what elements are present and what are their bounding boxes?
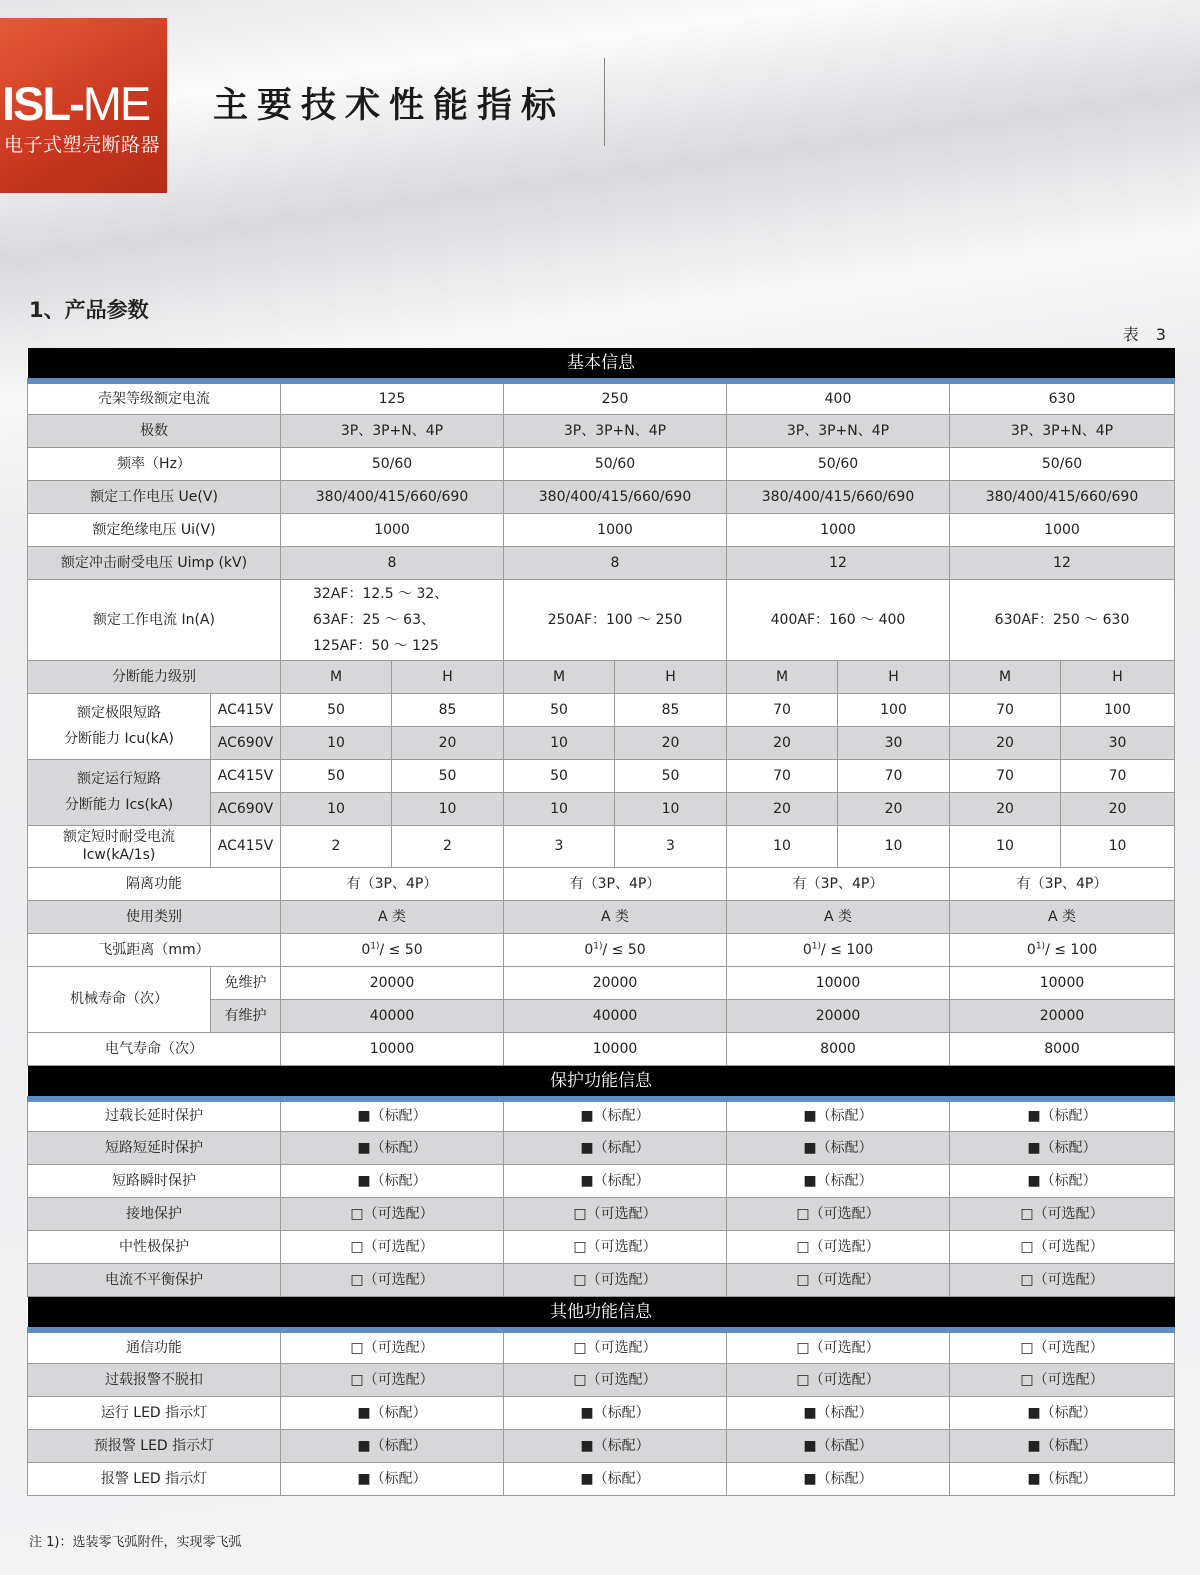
row-label: 额定工作电压 Ue(V) <box>28 480 281 513</box>
row-label: 使用类别 <box>28 900 281 933</box>
table-cell: H <box>615 660 727 693</box>
row-label: 短路短延时保护 <box>28 1132 281 1165</box>
feature-value: ■（标配） <box>950 1429 1175 1462</box>
table-cell: 380/400/415/660/690 <box>950 480 1175 513</box>
table-cell: 20000 <box>504 966 727 999</box>
feature-value: ■（标配） <box>281 1462 504 1495</box>
table-row <box>28 1198 1175 1231</box>
table-cell: 8 <box>281 546 504 579</box>
row-label: 电气寿命（次） <box>28 1032 281 1065</box>
table-row <box>28 513 1175 546</box>
row-label: 壳架等级额定电流 <box>28 381 281 414</box>
table-cell: 20 <box>950 726 1061 759</box>
table-cell: 70 <box>950 693 1061 726</box>
table-cell: 1000 <box>281 513 504 546</box>
feature-value: ■（标配） <box>504 1165 727 1198</box>
row-label: 频率（Hz） <box>28 447 281 480</box>
table-cell: 有（3P、4P） <box>504 867 727 900</box>
table-cell: 10 <box>615 792 727 825</box>
row-label <box>28 759 211 825</box>
table-cell: 10 <box>950 825 1061 867</box>
row-label: 极数 <box>28 414 281 447</box>
feature-value: ■（标配） <box>504 1132 727 1165</box>
feature-value: □（可选配） <box>950 1363 1175 1396</box>
table-cell: 10 <box>1061 825 1175 867</box>
feature-value: □（可选配） <box>504 1198 727 1231</box>
table-cell: A 类 <box>950 900 1175 933</box>
table-cell: 8000 <box>950 1032 1175 1065</box>
table-cell: 400 <box>727 381 950 414</box>
table-cell: 20000 <box>727 999 950 1032</box>
table-cell: 10 <box>392 792 504 825</box>
feature-value: □（可选配） <box>281 1264 504 1297</box>
sub-label: 有维护 <box>211 999 281 1032</box>
row-label: 额定绝缘电压 Ui(V) <box>28 513 281 546</box>
table-cell: 50 <box>504 693 615 726</box>
table-cell: 10 <box>504 792 615 825</box>
row-label: 报警 LED 指示灯 <box>28 1462 281 1495</box>
row-label: 机械寿命（次） <box>28 966 211 1032</box>
table-cell: 20000 <box>281 966 504 999</box>
table-cell: 85 <box>392 693 504 726</box>
row-label: 电流不平衡保护 <box>28 1264 281 1297</box>
table-cell: 40000 <box>504 999 727 1032</box>
feature-value: ■（标配） <box>504 1396 727 1429</box>
table-row <box>28 966 1175 999</box>
table-row <box>28 1330 1175 1363</box>
table-cell: 30 <box>1061 726 1175 759</box>
feature-value: ■（标配） <box>727 1165 950 1198</box>
table-cell: 400AF：160 ～ 400 <box>727 579 950 660</box>
table-cell <box>950 933 1175 966</box>
feature-value: ■（标配） <box>727 1429 950 1462</box>
table-cell: 630AF：250 ～ 630 <box>950 579 1175 660</box>
table-cell: 3 <box>615 825 727 867</box>
footnote-ref: 1) <box>1035 940 1046 951</box>
table-cell: 50/60 <box>281 447 504 480</box>
arc-zero: 0 <box>584 941 594 958</box>
feature-value: ■（标配） <box>281 1099 504 1132</box>
table-cell: 8 <box>504 546 727 579</box>
feature-value: ■（标配） <box>950 1396 1175 1429</box>
feature-value: □（可选配） <box>281 1330 504 1363</box>
table-cell: 3P、3P+N、4P <box>727 414 950 447</box>
footnote-ref: 1) <box>593 940 603 951</box>
table-row <box>28 414 1175 447</box>
row-label: 飞弧距离（mm） <box>28 933 281 966</box>
feature-value: ■（标配） <box>727 1099 950 1132</box>
table-cell: 20000 <box>950 999 1175 1032</box>
table-cell: H <box>838 660 950 693</box>
table-cell: 50 <box>281 759 392 792</box>
label-line: 分断能力 Icu(kA) <box>64 731 174 747</box>
table-cell: 50 <box>392 759 504 792</box>
feature-value: □（可选配） <box>950 1231 1175 1264</box>
table-cell: 8000 <box>727 1032 950 1065</box>
brand-name: ISL-ME <box>2 77 150 130</box>
feature-value: □（可选配） <box>727 1330 950 1363</box>
feature-value: □（可选配） <box>281 1363 504 1396</box>
table-cell: 100 <box>838 693 950 726</box>
table-cell: H <box>1061 660 1175 693</box>
voltage-label: AC415V <box>211 759 281 792</box>
voltage-label: AC690V <box>211 792 281 825</box>
table-cell: 12 <box>727 546 950 579</box>
row-label: 通信功能 <box>28 1330 281 1363</box>
table-cell: A 类 <box>281 900 504 933</box>
table-cell <box>281 579 504 660</box>
label-line: 额定短时耐受电流 <box>63 829 175 845</box>
table-cell: 10000 <box>950 966 1175 999</box>
table-row <box>28 1264 1175 1297</box>
table-cell: 70 <box>727 693 838 726</box>
table-section-header <box>28 1297 1175 1331</box>
table-row <box>28 1099 1175 1132</box>
table-cell: 250 <box>504 381 727 414</box>
arc-value: / ≤ 50 <box>379 941 423 958</box>
table-cell: 20 <box>727 726 838 759</box>
feature-value: □（可选配） <box>504 1363 727 1396</box>
table-cell: 有（3P、4P） <box>727 867 950 900</box>
table-cell: 1000 <box>727 513 950 546</box>
label-line: 分断能力 Ics(kA) <box>64 797 174 813</box>
table-cell: 20 <box>392 726 504 759</box>
table-cell: 50 <box>615 759 727 792</box>
arc-value: / ≤ 100 <box>821 941 874 958</box>
arc-zero: 0 <box>361 941 371 958</box>
table-row <box>28 480 1175 513</box>
table-cell: A 类 <box>727 900 950 933</box>
row-label: 短路瞬时保护 <box>28 1165 281 1198</box>
table-row <box>28 900 1175 933</box>
table-section-header <box>28 348 1175 381</box>
cell-line: 32AF：12.5 ～ 32、 <box>313 585 449 602</box>
table-cell: 10000 <box>281 1032 504 1065</box>
arc-value: / ≤ 100 <box>1045 941 1098 958</box>
table-row <box>28 1429 1175 1462</box>
table-row <box>28 1462 1175 1495</box>
feature-value: ■（标配） <box>950 1165 1175 1198</box>
label-line: Icw(kA/1s) <box>82 847 156 863</box>
table-cell: 380/400/415/660/690 <box>504 480 727 513</box>
row-label: 额定冲击耐受电压 Uimp (kV) <box>28 546 281 579</box>
table-cell: 有（3P、4P） <box>281 867 504 900</box>
table-row <box>28 1165 1175 1198</box>
table-cell: H <box>392 660 504 693</box>
feature-value: ■（标配） <box>281 1429 504 1462</box>
table-number: 表 3 <box>1122 325 1172 344</box>
table-cell: 10 <box>504 726 615 759</box>
table-cell: 10 <box>281 726 392 759</box>
feature-value: ■（标配） <box>504 1462 727 1495</box>
feature-value: □（可选配） <box>950 1330 1175 1363</box>
feature-value: ■（标配） <box>727 1462 950 1495</box>
voltage-label: AC690V <box>211 726 281 759</box>
section-title: 1、产品参数 <box>29 298 149 322</box>
table-cell: 10000 <box>727 966 950 999</box>
table-cell: M <box>281 660 392 693</box>
feature-value: ■（标配） <box>504 1099 727 1132</box>
section-header-cell: 基本信息 <box>28 348 1175 381</box>
table-cell: 1000 <box>950 513 1175 546</box>
feature-value: ■（标配） <box>281 1132 504 1165</box>
title-divider <box>604 58 605 146</box>
table-cell: M <box>727 660 838 693</box>
feature-value: □（可选配） <box>281 1231 504 1264</box>
table-row <box>28 867 1175 900</box>
table-cell: 85 <box>615 693 727 726</box>
table-row <box>28 1396 1175 1429</box>
footnote-ref: 1) <box>811 940 822 951</box>
section-header-cell: 其他功能信息 <box>28 1297 1175 1331</box>
row-label: 预报警 LED 指示灯 <box>28 1429 281 1462</box>
table-cell: 20 <box>615 726 727 759</box>
table-cell: 3 <box>504 825 615 867</box>
table-cell: 12 <box>950 546 1175 579</box>
table-row <box>28 933 1175 966</box>
table-cell: 70 <box>1061 759 1175 792</box>
row-label: 中性极保护 <box>28 1231 281 1264</box>
arc-zero: 0 <box>802 941 812 958</box>
table-row <box>28 381 1175 414</box>
feature-value: □（可选配） <box>727 1363 950 1396</box>
table-cell: 2 <box>281 825 392 867</box>
row-label: 运行 LED 指示灯 <box>28 1396 281 1429</box>
table-cell: 125 <box>281 381 504 414</box>
table-cell: 380/400/415/660/690 <box>281 480 504 513</box>
label-line: 额定运行短路 <box>77 771 161 787</box>
table-cell: A 类 <box>504 900 727 933</box>
table-cell: 30 <box>838 726 950 759</box>
table-cell: M <box>504 660 615 693</box>
table-cell: 630 <box>950 381 1175 414</box>
footnote: 注 1)：选装零飞弧附件，实现零飞弧 <box>29 1535 242 1550</box>
feature-value: ■（标配） <box>950 1132 1175 1165</box>
brand-subtitle: 电子式塑壳断路器 <box>4 134 161 156</box>
cell-line: 63AF：25 ～ 63、 <box>313 611 435 628</box>
row-label <box>28 825 211 867</box>
feature-value: ■（标配） <box>281 1396 504 1429</box>
feature-value: □（可选配） <box>504 1330 727 1363</box>
row-label: 额定工作电流 In(A) <box>28 579 281 660</box>
table-cell: 20 <box>727 792 838 825</box>
spec-table <box>27 348 1175 1496</box>
table-cell: 100 <box>1061 693 1175 726</box>
row-label: 隔离功能 <box>28 867 281 900</box>
row-label <box>28 693 211 759</box>
table-cell <box>281 933 504 966</box>
table-cell: 20 <box>950 792 1061 825</box>
feature-value: ■（标配） <box>950 1462 1175 1495</box>
table-cell: 380/400/415/660/690 <box>727 480 950 513</box>
table-cell: 10 <box>838 825 950 867</box>
page-title: 主要技术性能指标 <box>213 86 566 126</box>
table-cell: 50/60 <box>950 447 1175 480</box>
table-cell: 50 <box>281 693 392 726</box>
table-cell <box>727 933 950 966</box>
voltage-label: AC415V <box>211 693 281 726</box>
feature-value: □（可选配） <box>950 1198 1175 1231</box>
table-cell: 250AF：100 ～ 250 <box>504 579 727 660</box>
feature-value: ■（标配） <box>727 1396 950 1429</box>
arc-zero: 0 <box>1026 941 1036 958</box>
sub-label: 免维护 <box>211 966 281 999</box>
voltage-label: AC415V <box>211 825 281 867</box>
feature-value: ■（标配） <box>727 1132 950 1165</box>
brand-logo <box>0 18 167 193</box>
table-cell: 50 <box>504 759 615 792</box>
table-cell: 20 <box>838 792 950 825</box>
table-cell: 20 <box>1061 792 1175 825</box>
table-cell: 3P、3P+N、4P <box>281 414 504 447</box>
feature-value: □（可选配） <box>727 1198 950 1231</box>
table-row <box>28 546 1175 579</box>
feature-value: □（可选配） <box>727 1264 950 1297</box>
table-row <box>28 825 1175 867</box>
feature-value: □（可选配） <box>950 1264 1175 1297</box>
label-line: 额定极限短路 <box>77 705 161 721</box>
table-cell: 70 <box>838 759 950 792</box>
table-row <box>28 1363 1175 1396</box>
feature-value: □（可选配） <box>727 1231 950 1264</box>
feature-value: ■（标配） <box>504 1429 727 1462</box>
feature-value: ■（标配） <box>281 1165 504 1198</box>
table-row <box>28 660 1175 693</box>
row-label: 接地保护 <box>28 1198 281 1231</box>
table-cell: 40000 <box>281 999 504 1032</box>
table-cell: 3P、3P+N、4P <box>950 414 1175 447</box>
table-cell: M <box>950 660 1061 693</box>
table-cell: 70 <box>950 759 1061 792</box>
feature-value: □（可选配） <box>504 1264 727 1297</box>
section-header-cell: 保护功能信息 <box>28 1065 1175 1099</box>
feature-value: □（可选配） <box>504 1231 727 1264</box>
table-cell: 10000 <box>504 1032 727 1065</box>
table-cell: 70 <box>727 759 838 792</box>
table-cell <box>504 933 727 966</box>
footnote-ref: 1) <box>370 940 380 951</box>
cell-line: 125AF：50 ～ 125 <box>313 637 439 654</box>
table-row <box>28 693 1175 726</box>
table-row <box>28 759 1175 792</box>
feature-value: ■（标配） <box>950 1099 1175 1132</box>
table-row <box>28 1231 1175 1264</box>
row-label: 分断能力级别 <box>28 660 281 693</box>
table-row <box>28 1132 1175 1165</box>
table-cell: 10 <box>727 825 838 867</box>
table-cell: 2 <box>392 825 504 867</box>
row-label: 过载报警不脱扣 <box>28 1363 281 1396</box>
table-cell: 有（3P、4P） <box>950 867 1175 900</box>
row-label: 过载长延时保护 <box>28 1099 281 1132</box>
table-cell: 3P、3P+N、4P <box>504 414 727 447</box>
table-cell: 10 <box>281 792 392 825</box>
table-cell: 50/60 <box>727 447 950 480</box>
feature-value: □（可选配） <box>281 1198 504 1231</box>
table-section-header <box>28 1065 1175 1099</box>
table-row <box>28 1032 1175 1065</box>
table-cell: 1000 <box>504 513 727 546</box>
table-cell: 50/60 <box>504 447 727 480</box>
table-row <box>28 447 1175 480</box>
arc-value: / ≤ 50 <box>602 941 646 958</box>
table-row <box>28 579 1175 660</box>
